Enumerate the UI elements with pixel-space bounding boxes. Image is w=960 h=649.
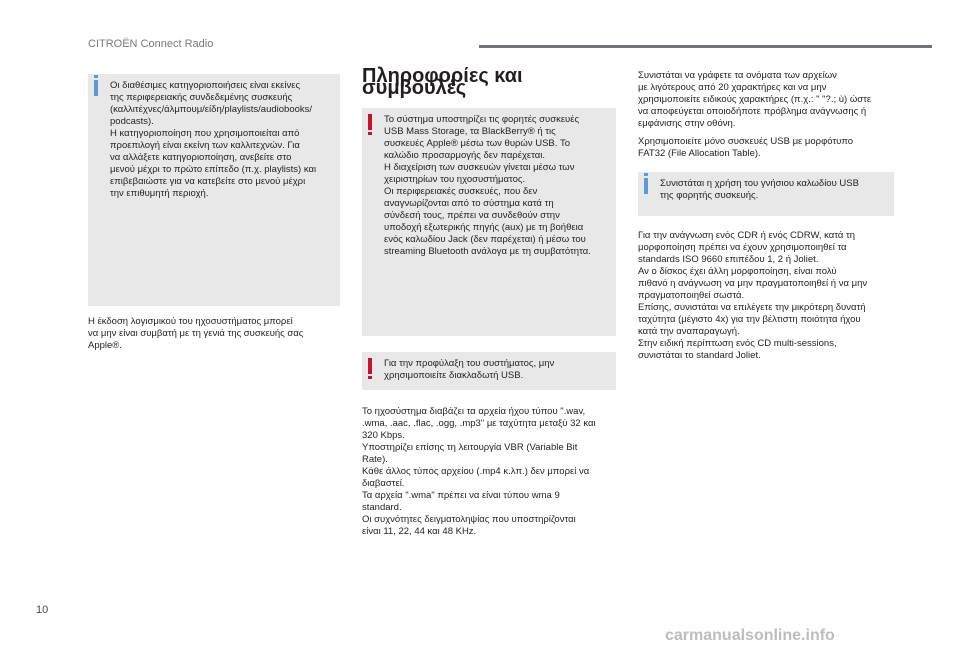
warning-icon — [368, 114, 372, 130]
text-line: USB Mass Storage, τα BlackBerry® ή τις — [384, 126, 556, 137]
text-line: Συνιστάται η χρήση του γνήσιου καλωδίου USB — [660, 178, 859, 189]
text-line: υποδοχή εξωτερικής πηγής (aux) με τη βοήθεια — [384, 222, 584, 233]
text-line: Για την ανάγνωση ενός CDR ή ενός CDRW, κατά τη — [638, 230, 856, 241]
text-line: Αν ο δίσκος έχει άλλη μορφοποίηση, είναι πολύ — [638, 266, 837, 277]
text-line: Επίσης, συνιστάται να επιλέγετε την μικρότερη δυνατή — [638, 302, 866, 313]
text-line: κατά την αναπαραγωγή. — [638, 326, 740, 337]
warning-box-text — [384, 114, 608, 258]
warning-box-text — [384, 358, 608, 382]
text-line: FAT32 (File Allocation Table). — [638, 148, 761, 159]
warning-box — [362, 108, 616, 336]
file-names-paragraph — [638, 70, 894, 130]
usb-format-paragraph — [638, 136, 894, 160]
text-line: με λιγότερους από 20 χαρακτήρες και να μην — [638, 82, 827, 93]
cd-reading-paragraph — [638, 230, 894, 362]
text-line: Χρησιμοποιείτε μόνο συσκευές USB με μορφότυπο — [638, 136, 854, 147]
text-line: Οι περιφερειακές συσκευές, που δεν — [384, 186, 538, 197]
text-line: Κάθε άλλος τύπος αρχείου (.mp4 κ.λπ.) δεν μπορεί να — [362, 466, 590, 477]
text-line: (καλλιτέχνες/άλμπουμ/είδη/playlists/audiobooks/ — [110, 104, 313, 115]
text-line: πιθανό η ανάγνωση να μην πραγματοποιηθεί ή να μην — [638, 278, 868, 289]
text-line: να αλλάξετε κατηγοριοποίηση, ανεβείτε στο — [110, 152, 292, 163]
header-bar — [479, 45, 932, 48]
text-line: podcasts). — [110, 116, 154, 127]
text-line: προεπιλογή είναι εκείνη των καλλιτεχνών. Για — [110, 140, 300, 151]
text-line: Η έκδοση λογισμικού του ηχοσυστήματος μπορεί — [88, 316, 293, 327]
text-line: εμφάνισης στην οθόνη. — [638, 118, 736, 129]
text-line: να μην είναι συμβατή με τη γενιά της συσκευής σας — [88, 328, 304, 339]
text-line: Η κατηγοριοποίηση που χρησιμοποιείται από — [110, 128, 300, 139]
text-line: αναγνωρίζονται από το σύστημα κατά τη — [384, 198, 554, 209]
middle-column — [362, 65, 616, 544]
text-line: ενός καλωδίου Jack (δεν παρέχεται) ή μέσω του — [384, 234, 586, 245]
text-line: καλώδιο προσαρμογής δεν παρέχεται. — [384, 150, 546, 161]
right-column — [638, 70, 894, 368]
file-formats-paragraph — [362, 406, 616, 538]
text-line: Για την προφύλαξη του συστήματος, μην — [384, 358, 555, 369]
text-line: Apple®. — [88, 340, 122, 351]
header-title: CITROËN Connect Radio — [88, 38, 214, 50]
text-line: μορφοποίηση πρέπει να έχουν χρησιμοποιηθεί τα — [638, 242, 847, 253]
text-line: χρησιμοποιείτε ειδικούς χαρακτήρες (π.χ.: " "?.; ù) ώστε — [638, 94, 872, 105]
info-box — [638, 172, 894, 216]
text-line: Τα αρχεία ".wma" πρέπει να είναι τύπου wma 9 — [362, 490, 560, 501]
section-title: Πληροφορίες και συμβουλές — [362, 65, 523, 99]
text-line: 320 Kbps. — [362, 430, 405, 441]
page-number: 10 — [36, 604, 49, 616]
text-line: την επιθυμητή περιοχή. — [110, 188, 209, 199]
info-icon — [644, 178, 648, 194]
compatibility-paragraph — [88, 316, 340, 352]
text-line: χρησιμοποιείτε διακλαδωτή USB. — [384, 370, 524, 381]
text-line: Το ηχοσύστημα διαβάζει τα αρχεία ήχου τύπου ".wav, — [362, 406, 586, 417]
text-line: μενού μέχρι το πρώτο επίπεδο (π.χ. playlists) και — [110, 164, 317, 175]
text-line: της περιφερειακής συνδεδεμένης συσκευής — [110, 92, 293, 103]
text-line: χειριστηρίων του ηχοσυστήματος. — [384, 174, 526, 185]
text-line: Το σύστημα υποστηρίζει τις φορητές συσκευές — [384, 114, 580, 125]
text-line: ταχύτητα (μέγιστο 4x) για την βέλτιστη ποιότητα ήχου — [638, 314, 861, 325]
text-line: standard. — [362, 502, 402, 513]
info-box-text — [660, 178, 886, 202]
text-line: συσκευές Apple® μέσω των θυρών USB. Το — [384, 138, 571, 149]
text-line: συνιστάται το standard Joliet. — [638, 350, 761, 361]
text-line: επιβεβαιώστε για να κατεβείτε στο μενού μέχρι — [110, 176, 306, 187]
text-line: Η διαχείριση των συσκευών γίνεται μέσω των — [384, 162, 575, 173]
info-icon — [94, 80, 98, 96]
text-line: standards ISO 9660 επιπέδου 1, 2 ή Joliet. — [638, 254, 819, 265]
text-line: Οι συχνότητες δειγματοληψίας που υποστηρίζονται — [362, 514, 576, 525]
warning-box — [362, 352, 616, 390]
info-box-text — [110, 80, 332, 200]
left-column — [88, 74, 340, 358]
text-line: πραγματοποιηθεί σωστά. — [638, 290, 745, 301]
text-line: streaming Bluetooth ανάλογα με τη συμβατότητα. — [384, 246, 591, 257]
text-line: είναι 11, 22, 44 και 48 KHz. — [362, 526, 477, 537]
text-line: διαβαστεί. — [362, 478, 405, 489]
text-line: Οι διαθέσιμες κατηγοριοποιήσεις είναι εκείνες — [110, 80, 301, 91]
info-box — [88, 74, 340, 306]
text-line: να αποφεύγεται οποιοδήποτε πρόβλημα ανάγνωσης ή — [638, 106, 867, 117]
text-line: Συνιστάται να γράφετε τα ονόματα των αρχείων — [638, 70, 837, 81]
text-line: Υποστηρίζει επίσης τη λειτουργία VBR (Variable Bit — [362, 442, 578, 453]
text-line: Στην ειδική περίπτωση ενός CD multi-sessions, — [638, 338, 837, 349]
text-line: της φορητής συσκευής. — [660, 190, 759, 201]
text-line: .wma, .aac, .flac, .ogg, .mp3" με ταχύτητα μεταξύ 32 και — [362, 418, 596, 429]
text-line: Rate). — [362, 454, 388, 465]
text-line: σύνδεσή τους, πρέπει να συνδεθούν στην — [384, 210, 560, 221]
watermark: carmanualsonline.info — [665, 627, 835, 644]
warning-icon — [368, 358, 372, 374]
